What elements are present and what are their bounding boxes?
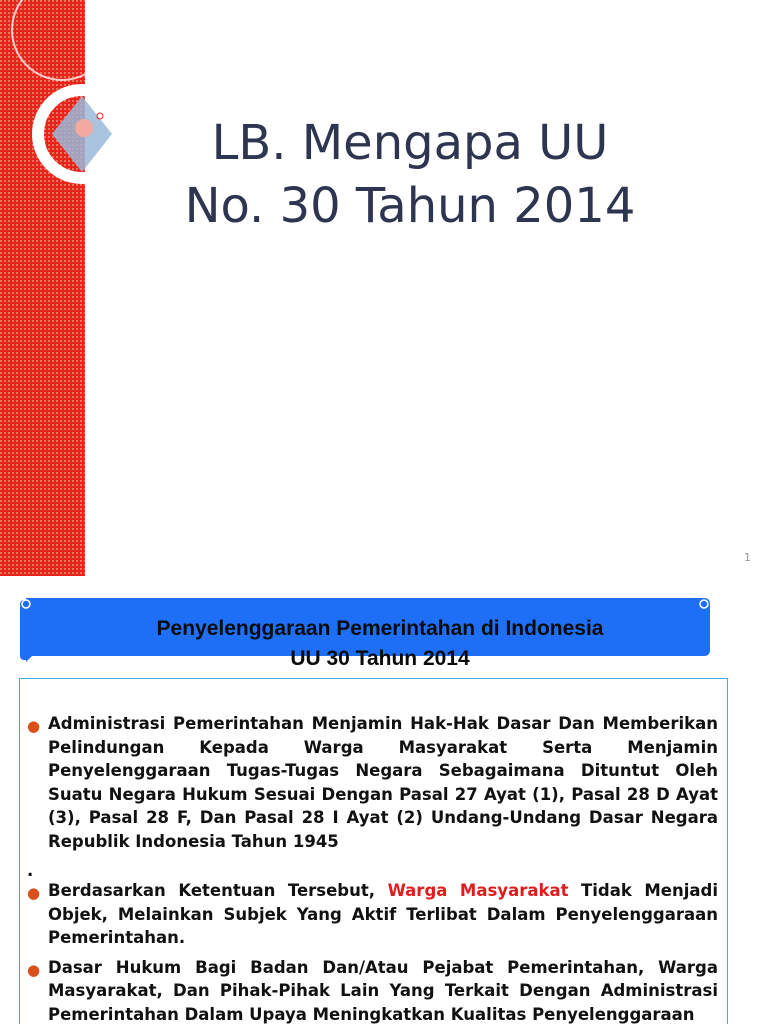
heading-banner [20,594,710,670]
highlighted-term: Warga Masyarakat [387,881,569,900]
bullet-marker-icon: ● [27,884,41,902]
title-line-2: No. 30 Tahun 2014 [184,178,636,234]
title-line-1: LB. Mengapa UU [211,115,609,171]
slide-title [120,112,700,238]
bullet-text: Dasar Hukum Bagi Badan Dan/Atau Pejabat Pemerintahan, Warga Masyarakat, Dan Pihak-Pihak Lain Yang Terkait Dengan Administrasi Pemerintahan Dalam Upaya Meningkatkan Kualitas Penyelenggaraan [48,957,718,1024]
content-slide [0,576,768,1024]
bullet-text-end: Tidak Menjadi Objek, Melainkan Subjek Yang Aktif Terlibat Dalam Penyelenggaraan Pemerintahan. [48,881,718,947]
list-item [27,712,718,853]
circle-decoration [0,0,120,200]
bullet-text: Administrasi Pemerintahan Menjamin Hak-Hak Dasar Dan Memberikan Pelindungan Kepada Warga Masyarakat Serta Menjamin Penyelenggaraan Tugas-Tugas Negara Sebagaimana Dituntut Oleh Suatu Negara Hukum Sesuai Dengan Pasal 27 Ayat (1), Pasal 28 D Ayat (3), Pasal 28 F, Dan Pasal 28 I Ayat (2) Undang-Undang Dasar Negara Republik Indonesia Tahun 1945 [48,714,718,851]
list-item [27,879,718,950]
bullet-text-start: Berdasarkan Ketentuan Tersebut, [48,881,388,900]
banner-heading [40,614,720,674]
bullet-marker-icon: ● [27,717,41,735]
banner-line-2: UU 30 Tahun 2014 [290,647,470,670]
bullet-marker-icon: ● [27,960,41,979]
list-item [27,956,718,1024]
bullet-list [27,712,718,1024]
banner-line-1: Penyelenggaraan Pemerintahan di Indonesia [156,617,604,640]
stray-dot: . [27,861,34,880]
page-number: 1 [744,551,751,564]
